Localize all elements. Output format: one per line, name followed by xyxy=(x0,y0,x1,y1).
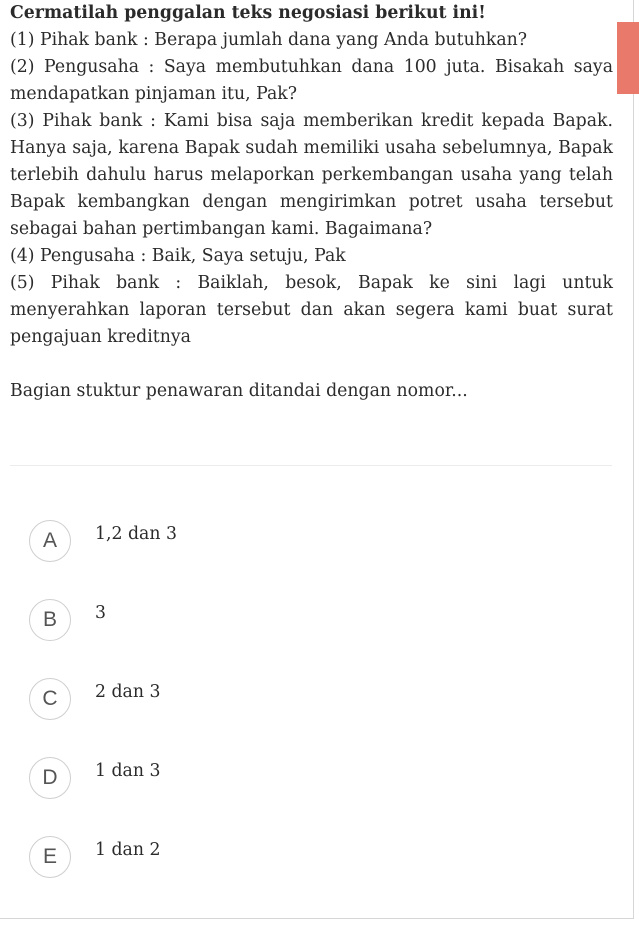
option-d[interactable] xyxy=(29,757,589,801)
option-e-text: 1 dan 2 xyxy=(95,840,161,860)
question-title: Cermatilah penggalan teks negosiasi berikut ini! xyxy=(10,3,486,23)
dialogue-line-2: (2) Pengusaha : Saya membutuhkan dana 100 juta. Bisakah saya mendapatkan pinjaman itu, Pak? xyxy=(10,57,613,104)
question-text xyxy=(10,0,613,405)
option-a-text: 1,2 dan 3 xyxy=(95,524,177,544)
option-b-text: 3 xyxy=(95,603,106,623)
scrollbar-thumb[interactable] xyxy=(617,22,639,94)
divider xyxy=(10,465,612,466)
dialogue-line-1: (1) Pihak bank : Berapa jumlah dana yang Anda butuhkan? xyxy=(10,30,528,50)
option-b[interactable] xyxy=(29,599,589,643)
question-prompt: Bagian stuktur penawaran ditandai dengan nomor... xyxy=(10,381,468,401)
option-b-letter-circle[interactable]: B xyxy=(29,599,71,641)
option-d-text: 1 dan 3 xyxy=(95,761,161,781)
option-e-letter-circle[interactable]: E xyxy=(29,836,71,878)
option-c-letter-circle[interactable]: C xyxy=(29,678,71,720)
option-e[interactable] xyxy=(29,836,589,880)
option-c-text: 2 dan 3 xyxy=(95,682,161,702)
option-a[interactable] xyxy=(29,520,589,564)
option-d-letter-circle[interactable]: D xyxy=(29,757,71,799)
dialogue-line-3: (3) Pihak bank : Kami bisa saja memberikan kredit kepada Bapak. Hanya saja, karena Bapak sudah memiliki usaha sebelumnya, Bapak terlebih dahulu harus melaporkan perkembangan usaha yang telah Bapak kembangkan dengan mengirimkan potret usaha tersebut sebagai bahan pertimbangan kami. Bagaimana? xyxy=(10,111,613,239)
option-c[interactable] xyxy=(29,678,589,722)
option-a-letter-circle[interactable]: A xyxy=(29,520,71,562)
dialogue-line-4: (4) Pengusaha : Baik, Saya setuju, Pak xyxy=(10,246,346,266)
dialogue-line-5: (5) Pihak bank : Baiklah, besok, Bapak ke sini lagi untuk menyerahkan laporan tersebut dan akan segera kami buat surat pengajuan kreditnya xyxy=(10,273,613,347)
